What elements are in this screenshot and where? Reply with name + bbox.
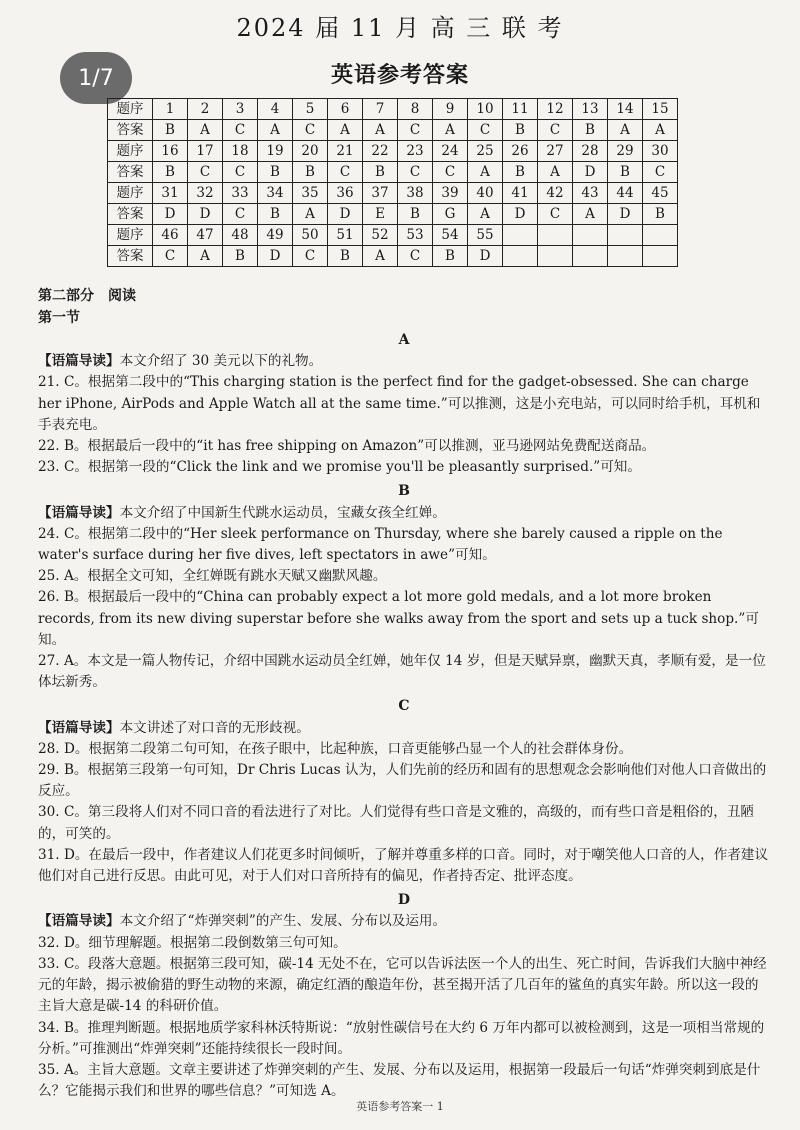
answer-table-cell: 51 [328,225,363,246]
answer-table-cell: 25 [468,141,503,162]
guide-tag: 【语篇导读】 [38,353,120,370]
answer-table-row-label: 题序 [108,141,153,162]
answer-table-cell: 22 [363,141,398,162]
answer-table-row-label: 题序 [108,183,153,204]
answer-table-cell: 28 [573,141,608,162]
answer-table-cell: 5 [293,99,328,120]
answer-table-cell: A [433,120,468,141]
answer-table-cell [503,225,538,246]
answer-table-cell: 54 [433,225,468,246]
page-indicator-badge: 1/7 [60,52,132,104]
guide-tag: 【语篇导读】 [38,504,120,521]
answer-table-cell: 14 [608,99,643,120]
answer-table-cell: 37 [363,183,398,204]
answer-table-cell: C [223,204,258,225]
answer-explanation: 35. A。主旨大意题。文章主要讲述了炸弹突刺的产生、发展、分布以及运用，根据第一段最后一句话“炸弹突刺到底是什么？它能揭示我们和世界的哪些信息？”可知选 A。 [38,1061,761,1100]
passage-heading: D [397,892,411,909]
answer-table-row [108,246,678,267]
answer-table-cell: 1 [153,99,188,120]
answer-key-table [107,98,678,267]
answer-table-cell: 12 [538,99,573,120]
answer-table-cell: 3 [223,99,258,120]
answer-table-cell: 34 [258,183,293,204]
answer-table-cell: 24 [433,141,468,162]
answer-table-cell: B [433,246,468,267]
answer-table-cell: A [538,162,573,183]
answer-table-cell: 46 [153,225,188,246]
answer-table-cell: B [398,204,433,225]
answer-table-row [108,141,678,162]
answer-table-row-label: 答案 [108,204,153,225]
passage-heading: B [398,483,410,500]
answer-table-cell: 44 [608,183,643,204]
answer-table-cell: 38 [398,183,433,204]
answer-table-cell: A [188,246,223,267]
answer-table-cell: D [573,162,608,183]
answer-table-cell: B [503,120,538,141]
answer-table-cell: D [503,204,538,225]
answer-table-cell: 13 [573,99,608,120]
answer-table-cell: 10 [468,99,503,120]
guide-text: 本文讲述了对口音的无形歧视。 [119,719,310,736]
answer-table-cell: 15 [643,99,678,120]
answer-table-row-label: 答案 [108,246,153,267]
explanations-body [38,327,770,1102]
answer-table-cell: 4 [258,99,293,120]
answer-table-cell: 2 [188,99,223,120]
answer-explanation: 21. C。根据第二段中的“This charging station is the perfect find for the gadget-obsessed. She can charge her iPhone, AirPods and Apple Watch all at the same time.”可以推测，这是小充电站，可以同时给手机，耳机和手表充电。 [38,374,761,433]
answer-table-cell: B [573,120,608,141]
answer-table-cell: D [258,246,293,267]
answer-table-cell: D [468,246,503,267]
answer-explanation: 25. A。根据全文可知，全红婵既有跳水天赋又幽默风趣。 [38,568,387,585]
answer-table-cell: 33 [223,183,258,204]
answer-table-cell: D [188,204,223,225]
answer-table-cell: 40 [468,183,503,204]
answer-table-row-label: 题序 [108,225,153,246]
answer-table-cell: A [328,120,363,141]
answer-table-cell: C [398,246,433,267]
answer-table-row-label: 答案 [108,162,153,183]
answer-table-cell: B [223,246,258,267]
answer-table-cell [573,225,608,246]
answer-table-cell: B [258,204,293,225]
answer-table-row [108,99,678,120]
passage-guide [38,503,770,524]
answer-table-cell: B [643,204,678,225]
answer-table-cell [608,246,643,267]
section-heading-reading: 第二部分 阅读 [38,288,136,304]
answer-table-cell: 23 [398,141,433,162]
answer-table-cell [538,246,573,267]
answer-table-cell: C [293,246,328,267]
answer-table-cell: 7 [363,99,398,120]
answer-table-cell [573,246,608,267]
answer-explanation: 23. C。根据第一段的“Click the link and we promise you'll be pleasantly surprised.”可知。 [38,459,641,476]
answer-table-cell: A [573,204,608,225]
answer-table-cell: 39 [433,183,468,204]
answer-table-cell [643,225,678,246]
answer-table-cell: 17 [188,141,223,162]
answer-table-cell: 41 [503,183,538,204]
answer-table-cell: G [433,204,468,225]
answer-table-row [108,204,678,225]
answer-table-cell: C [433,162,468,183]
answer-table-cell: C [223,120,258,141]
answer-explanation: 32. D。细节理解题。根据第二段倒数第三句可知。 [38,934,347,951]
answer-table-row [108,183,678,204]
answer-table-cell: A [468,162,503,183]
answer-table-cell [503,246,538,267]
answer-table-cell: A [188,120,223,141]
answer-table-cell: 45 [643,183,678,204]
passage-guide [38,718,770,739]
answer-table-cell: A [363,120,398,141]
answer-table-cell: A [258,120,293,141]
answer-table-cell: 11 [503,99,538,120]
guide-text: 本文介绍了“炸弹突刺”的产生、发展、分布以及运用。 [119,913,447,930]
answer-table-cell: 47 [188,225,223,246]
answer-table-cell [643,246,678,267]
answer-table-row-label: 答案 [108,120,153,141]
answer-table-cell: 20 [293,141,328,162]
exam-title: 2024 届 11 月 高 三 联 考 [236,14,564,42]
answer-table-cell: 29 [608,141,643,162]
guide-tag: 【语篇导读】 [38,913,120,930]
answer-table-cell: 9 [433,99,468,120]
answer-table-cell: B [153,120,188,141]
answer-table-cell: A [293,204,328,225]
answer-table-cell: 43 [573,183,608,204]
answer-table-cell: C [398,120,433,141]
answer-table-row [108,162,678,183]
guide-tag: 【语篇导读】 [38,719,120,736]
answer-table-cell: D [153,204,188,225]
answer-table-cell: 16 [153,141,188,162]
passage-heading: C [398,698,410,715]
document-title: 英语参考答案 [330,62,469,88]
answer-table-cell: 55 [468,225,503,246]
guide-text: 本文介绍了中国新生代跳水运动员，宝藏女孩全红婵。 [119,504,446,521]
answer-table-cell: 21 [328,141,363,162]
answer-explanation: 27. A。本文是一篇人物传记，介绍中国跳水运动员全红婵，她年仅 14 岁，但是天赋异禀，幽默天真，孝顺有爱，是一位体坛新秀。 [38,653,766,691]
answer-table-cell: A [363,246,398,267]
answer-table-cell: 27 [538,141,573,162]
answer-table-cell: 6 [328,99,363,120]
answer-table-cell: C [188,162,223,183]
answer-table-cell: 30 [643,141,678,162]
answer-table-row [108,225,678,246]
answer-table-cell: C [538,204,573,225]
answer-explanation: 29. B。根据第三段第一句可知，Dr Chris Lucas 认为，人们先前的经历和固有的思想观念会影响他们对他人口音做出的反应。 [38,762,767,800]
answer-explanation: 24. C。根据第二段中的“Her sleek performance on Thursday, where she barely caused a ripple on the water's surface during her five dives, left spectators in awe”可知。 [38,525,723,564]
answer-table-cell: 26 [503,141,538,162]
guide-text: 本文介绍了 30 美元以下的礼物。 [119,353,323,370]
answer-explanation: 33. C。段落大意题。根据第三段可知，碳-14 无处不在，它可以告诉法医一个人的出生、死亡时间，告诉我们大脑中神经元的年龄，揭示被偷猎的野生动物的来源，确定红酒的酿造年份，甚至揭开活了几百年的鲨鱼的真实年龄。所以这一段的主旨大意是碳-14 的科研价值。 [38,955,767,1015]
answer-table-cell: A [468,204,503,225]
passage-guide [38,911,770,932]
answer-table-cell: 42 [538,183,573,204]
answer-table-cell: D [608,204,643,225]
answer-table-cell: C [538,120,573,141]
answer-explanation: 28. D。根据第二段第二句可知，在孩子眼中，比起种族，口音更能够凸显一个人的社会群体身份。 [38,740,633,757]
answer-table-cell: 49 [258,225,293,246]
answer-table-cell: 36 [328,183,363,204]
answer-table-cell: 31 [153,183,188,204]
answer-table-cell: B [258,162,293,183]
answer-table-cell: 52 [363,225,398,246]
page-footer: 英语参考答案一 1 [356,1100,444,1113]
answer-table-cell: B [293,162,328,183]
answer-table-cell: C [468,120,503,141]
answer-table-cell: C [398,162,433,183]
answer-table-cell: B [363,162,398,183]
answer-explanation: 30. C。第三段将人们对不同口音的看法进行了对比。人们觉得有些口音是文雅的，高级的，而有些口音是粗俗的，丑陋的，可笑的。 [38,804,755,842]
answer-table-cell: 50 [293,225,328,246]
answer-table-cell: 48 [223,225,258,246]
answer-explanation: 34. B。推理判断题。根据地质学家科林沃特斯说：“放射性碳信号在大约 6 万年内都可以被检测到，这是一项相当常规的分析。”可推测出“炸弹突刺”还能持续很长一段时间。 [38,1019,765,1057]
answer-table-cell: 18 [223,141,258,162]
answer-table-cell: B [153,162,188,183]
answer-table-cell: C [223,162,258,183]
passage-heading: A [398,332,410,348]
answer-table-cell [608,225,643,246]
answer-explanation: 26. B。根据最后一段中的“China can probably expect a lot more gold medals, and a lot more broken records, from its new diving superstar before she walks away from the sport and sets up a tuck shop.”可知。 [38,589,759,648]
answer-table-row-label: 题序 [108,99,153,120]
answer-table-cell: 35 [293,183,328,204]
answer-table-row [108,120,678,141]
answer-table-cell: C [643,162,678,183]
answer-table-cell: A [643,120,678,141]
answer-table-cell: 8 [398,99,433,120]
answer-table-cell: 19 [258,141,293,162]
answer-table-cell: A [608,120,643,141]
answer-table-cell: E [363,204,398,225]
answer-table-cell: 53 [398,225,433,246]
answer-table-cell: C [293,120,328,141]
answer-explanation: 31. D。在最后一段中，作者建议人们花更多时间倾听，了解并尊重多样的口音。同时，对于嘲笑他人口音的人，作者建议他们对自己进行反思。由此可见，对于人们对口音所持有的偏见，作者持否定、批评态度。 [38,846,769,885]
answer-table-cell: C [153,246,188,267]
section-subheading: 第一节 [38,310,80,326]
answer-explanation: 22. B。根据最后一段中的“it has free shipping on Amazon”可以推测，亚马逊网站免费配送商品。 [38,438,656,455]
answer-table-cell: C [328,162,363,183]
answer-table-cell: B [503,162,538,183]
answer-table-cell: D [328,204,363,225]
passage-guide [38,351,770,372]
answer-table-cell: B [328,246,363,267]
answer-table-cell [538,225,573,246]
answer-table-cell: B [608,162,643,183]
answer-table-cell: 32 [188,183,223,204]
